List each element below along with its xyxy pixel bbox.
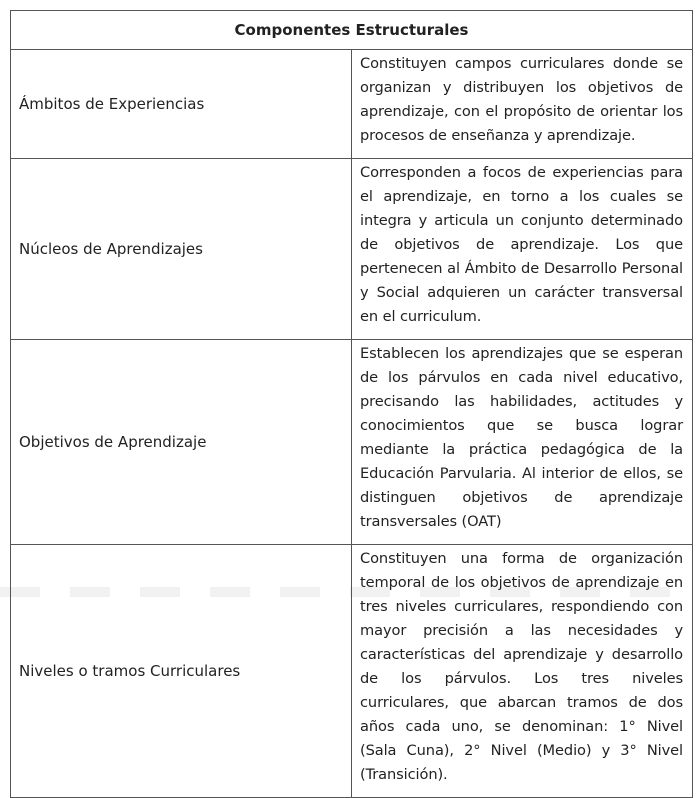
component-name: Ámbitos de Experiencias — [11, 50, 352, 159]
component-name: Niveles o tramos Curriculares — [11, 545, 352, 798]
table-row — [11, 50, 693, 159]
component-description: Establecen los aprendizajes que se esperan de los párvulos en cada nivel educativo, precisando las habilidades, actitudes y conocimientos que se busca lograr mediante la práctica pedagógica de la Educación Parvularia. Al interior de ellos, se distinguen objetivos de aprendizaje transversales (OAT) — [352, 340, 693, 545]
table-row — [11, 545, 693, 798]
table-header-row — [11, 11, 693, 50]
table-row — [11, 340, 693, 545]
table-title: Componentes Estructurales — [11, 11, 693, 50]
component-description: Constituyen campos curriculares donde se organizan y distribuyen los objetivos de aprendizaje, con el propósito de orientar los procesos de enseñanza y aprendizaje. — [352, 50, 693, 159]
component-description: Corresponden a focos de experiencias para el aprendizaje, en torno a los cuales se integra y articula un conjunto determinado de objetivos de aprendizaje. Los que pertenecen al Ámbito de Desarrollo Personal y Social adquieren un carácter transversal en el curriculum. — [352, 159, 693, 340]
component-description: Constituyen una forma de organización temporal de los objetivos de aprendizaje en tres niveles curriculares, respondiendo con mayor precisión a las necesidades y características del aprendizaje y desarrollo de los párvulos. Los tres niveles curriculares, que abarcan tramos de dos años cada uno, se denominan: 1° Nivel (Sala Cuna), 2° Nivel (Medio) y 3° Nivel (Transición). — [352, 545, 693, 798]
component-name: Objetivos de Aprendizaje — [11, 340, 352, 545]
structural-components-table — [10, 10, 693, 798]
table-row — [11, 159, 693, 340]
component-name: Núcleos de Aprendizajes — [11, 159, 352, 340]
